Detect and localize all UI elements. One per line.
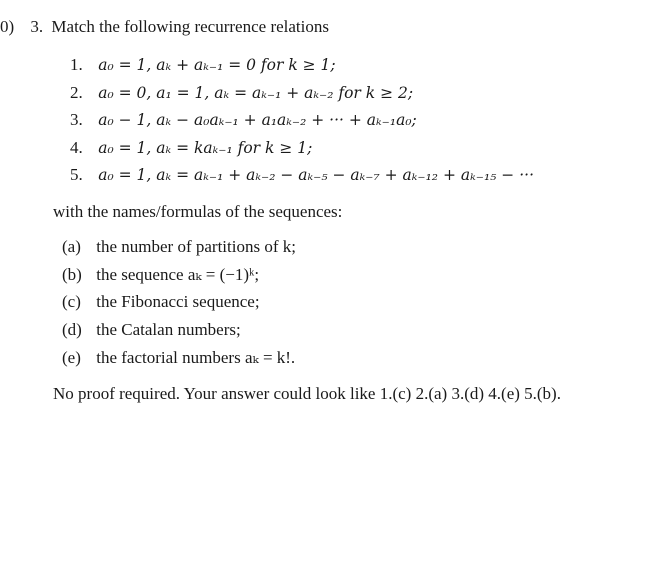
- relation-number: 5.: [70, 165, 83, 184]
- option-item: [62, 265, 259, 285]
- relation-formula: a₀ = 0, a₁ = 1, aₖ = aₖ₋₁ + aₖ₋₂ for k ≥ 2;: [98, 84, 414, 102]
- relation-item: [70, 55, 336, 75]
- option-label: (d): [62, 320, 82, 339]
- option-item: [62, 237, 296, 257]
- option-label: (a): [62, 237, 81, 256]
- problem-number: 3.: [30, 17, 44, 36]
- option-label: (c): [62, 292, 81, 311]
- relation-number: 1.: [70, 55, 83, 74]
- option-item: [62, 292, 260, 312]
- relation-number: 4.: [70, 138, 83, 157]
- relation-formula: a₀ − 1, aₖ − a₀aₖ₋₁ + a₁aₖ₋₂ + ··· + aₖ₋₁a₀;: [98, 111, 417, 129]
- names-intro: with the names/formulas of the sequences:: [53, 202, 343, 221]
- option-item: [62, 348, 295, 368]
- option-label: (e): [62, 348, 81, 367]
- problem-title: Match the following recurrence relations: [51, 17, 329, 36]
- relation-number: 2.: [70, 83, 83, 102]
- relation-number: 3.: [70, 110, 83, 129]
- relation-formula: a₀ = 1, aₖ + aₖ₋₁ = 0 for k ≥ 1;: [98, 56, 336, 74]
- option-text: the Fibonacci sequence;: [96, 292, 260, 311]
- relation-item: [70, 83, 413, 103]
- problem-label: 0): [0, 17, 15, 36]
- option-text: the Catalan numbers;: [96, 320, 241, 339]
- relation-item: [70, 110, 417, 130]
- option-label: (b): [62, 265, 82, 284]
- problem-header: [0, 17, 329, 37]
- option-text: the factorial numbers aₖ = k!.: [96, 348, 296, 367]
- relation-item: [70, 165, 534, 185]
- answer-instructions: No proof required. Your answer could look like 1.(c) 2.(a) 3.(d) 4.(e) 5.(b).: [53, 384, 561, 403]
- relation-formula: a₀ = 1, aₖ = kaₖ₋₁ for k ≥ 1;: [98, 139, 313, 157]
- relation-formula: a₀ = 1, aₖ = aₖ₋₁ + aₖ₋₂ − aₖ₋₅ − aₖ₋₇ + aₖ₋₁₂ + aₖ₋₁₅ − ···: [98, 166, 534, 184]
- option-text: the sequence aₖ = (−1)ᵏ;: [96, 265, 260, 284]
- option-text: the number of partitions of k;: [96, 237, 296, 256]
- relation-item: [70, 138, 312, 158]
- option-item: [62, 320, 241, 340]
